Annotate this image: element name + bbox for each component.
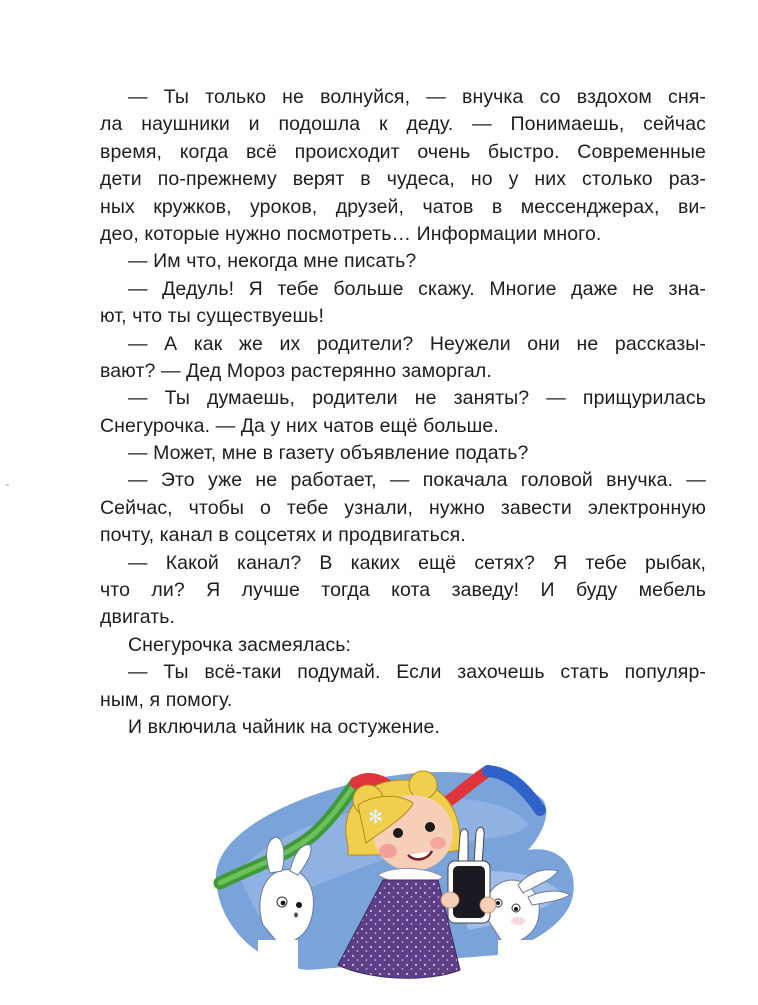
- text-line: ют, что ты существуешь!: [100, 305, 324, 328]
- text-line: — А как же их родители? Неужели они не рассказы-: [128, 332, 706, 355]
- text-line: — Дедуль! Я тебе больше скажу. Многие даже не зна-: [128, 277, 706, 300]
- text-line: — Ты думаешь, родители не заняты? — прищурилась: [128, 387, 706, 410]
- text-line: почту, канал в соцсетях и продвигаться.: [100, 524, 466, 547]
- text-line: Снегурочка. — Да у них чатов ещё больше.: [100, 414, 499, 437]
- text-line: Снегурочка засмеялась:: [128, 633, 352, 656]
- text-line: вают? — Дед Мороз растерянно заморгал.: [100, 359, 492, 382]
- text-line: время, когда всё происходит очень быстро. Современные: [100, 140, 706, 163]
- text-line: — Ты только не волнуйся, — внучка со вздохом сня-: [128, 86, 706, 108]
- text-line: — Какой канал? В каких ещё сетях? Я тебе рыбак,: [128, 551, 706, 574]
- text-line: дети по-прежнему верят в чудеса, но у них столько раз-: [100, 168, 706, 191]
- text-line: Сейчас, чтобы о тебе узнали, нужно завести электронную: [100, 496, 706, 519]
- text-line: део, которые нужно посмотреть… Информации много.: [100, 222, 602, 245]
- text-line: — Может, мне в газету объявление подать?: [128, 442, 529, 465]
- text-line: ла наушники и подошла к деду. — Понимаешь, сейчас: [100, 113, 706, 136]
- story-text: [100, 84, 706, 741]
- text-line: — Ты всё-таки подумай. Если захочешь стать популяр-: [128, 661, 706, 684]
- text-line: что ли? Я лучше тогда кота заведу! И буду мебель: [100, 579, 706, 602]
- text-line: ных кружков, уроков, друзей, чатов в мессенджерах, ви-: [100, 195, 706, 218]
- illustration: [198, 755, 588, 1000]
- svg-text:✻: ✻: [368, 807, 384, 828]
- paper-speck: [6, 484, 9, 486]
- text-line: — Это уже не работает, — покачала головой внучка. —: [128, 469, 706, 492]
- text-line: ным, я помогу.: [100, 688, 233, 711]
- text-line: — Им что, некогда мне писать?: [128, 250, 417, 273]
- text-line: двигать.: [100, 606, 176, 629]
- text-line: И включила чайник на остужение.: [128, 715, 440, 738]
